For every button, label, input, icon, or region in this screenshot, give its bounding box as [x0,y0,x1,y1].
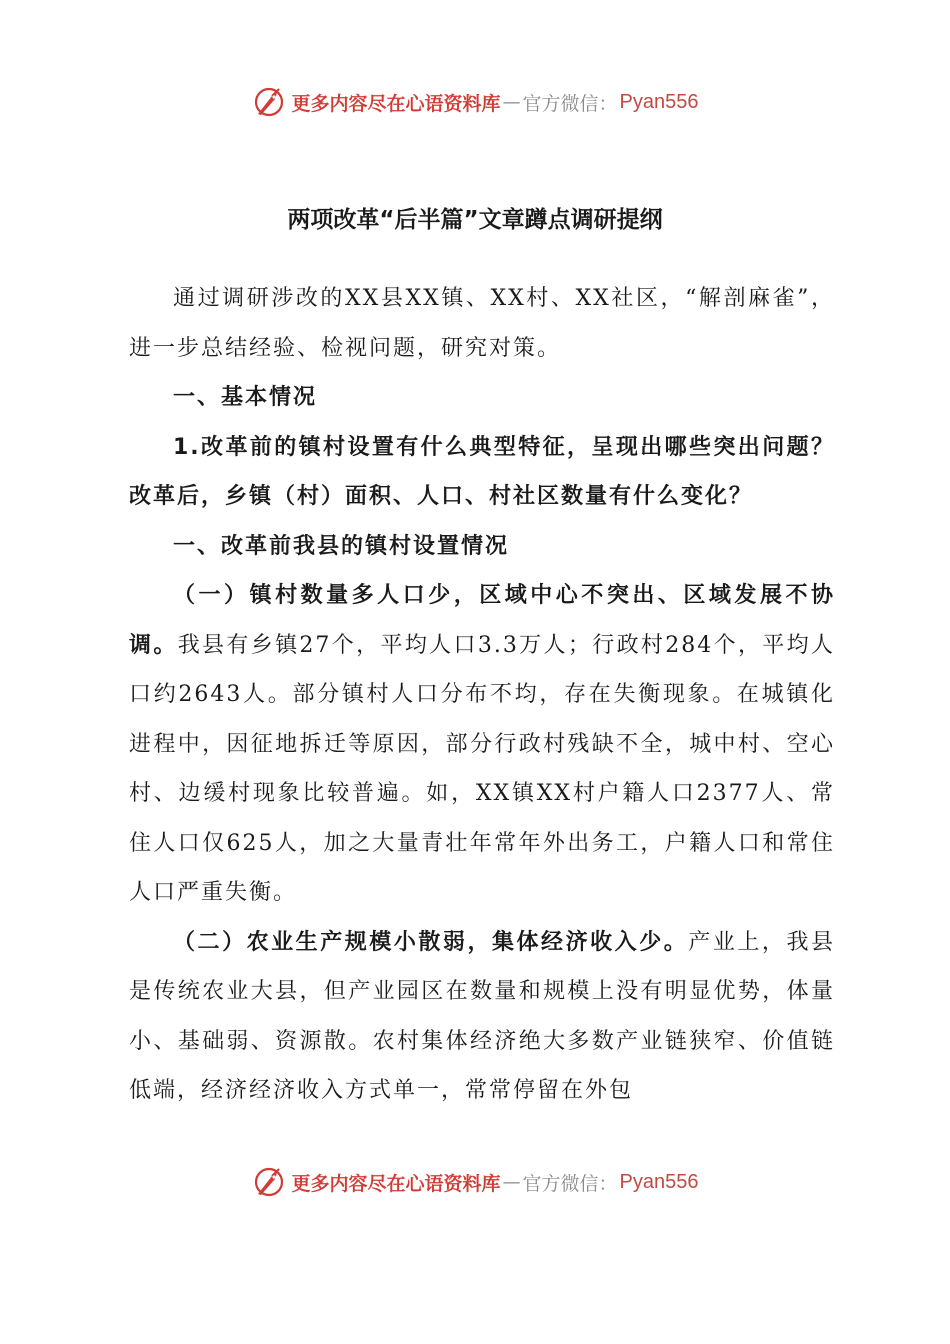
watermark-wechat-id: Pyan556 [619,1170,699,1193]
paragraph-village-settings [129,571,835,918]
document-body [129,274,835,1116]
watermark-sub-text: 官方微信： [522,92,618,115]
watermark-dash: — [502,91,521,113]
paragraph-body: 产业上，我县是传统农业大县，但产业园区在数量和规模上没有明显优势，体量小、基础弱、资源散。农村集体经济绝大多数产业链狭窄、价值链低端，经济经济收入方式单一，常常停留在外包 [129,929,835,1103]
pen-logo-icon [252,84,288,120]
watermark-main-text: 更多内容尽在心语资料库 [291,92,501,115]
watermark-sub-text: 官方微信： [522,1172,618,1195]
section-heading-basic: 一、基本情况 [173,385,318,410]
document-title: 两项改革“后半篇”文章蹲点调研提纲 [287,207,663,233]
paragraph-lead: （二）农业生产规模小散弱，集体经济收入少。 [173,929,689,955]
section-heading-before-reform: 一、改革前我县的镇村设置情况 [173,533,510,559]
header-watermark [0,82,950,122]
intro-paragraph: 通过调研涉改的XX县XX镇、XX村、XX社区，“解剖麻雀”，进一步总结经验、检视问题，研究对策。 [129,286,835,361]
watermark-wechat-id: Pyan556 [619,90,699,113]
paragraph-agriculture [129,918,835,1116]
footer-watermark [0,1162,950,1202]
paragraph-lead: （一）镇村数量多人口少，区域中心不突出、区域发展不协调。 [129,583,835,658]
paragraph-body: 我县有乡镇27个，平均人口3.3万人；行政村284个，平均人口约2643人。部分镇村人口分布不均，存在失衡现象。在城镇化进程中，因征地拆迁等原因，部分行政村残缺不全，城中村、空心村、边缓村现象比较普遍。如，XX镇XX村户籍人口2377人、常住人口仅625人，加之大量青壮年常年外出务工，户籍人口和常住人口严重失衡。 [129,632,835,905]
watermark-main-text: 更多内容尽在心语资料库 [291,1172,501,1195]
watermark-dash: — [502,1171,521,1193]
pen-logo-icon [252,1164,288,1200]
question-paragraph: 1.改革前的镇村设置有什么典型特征，呈现出哪些突出问题？改革后，乡镇（村）面积、人口、村社区数量有什么变化？ [129,434,835,509]
